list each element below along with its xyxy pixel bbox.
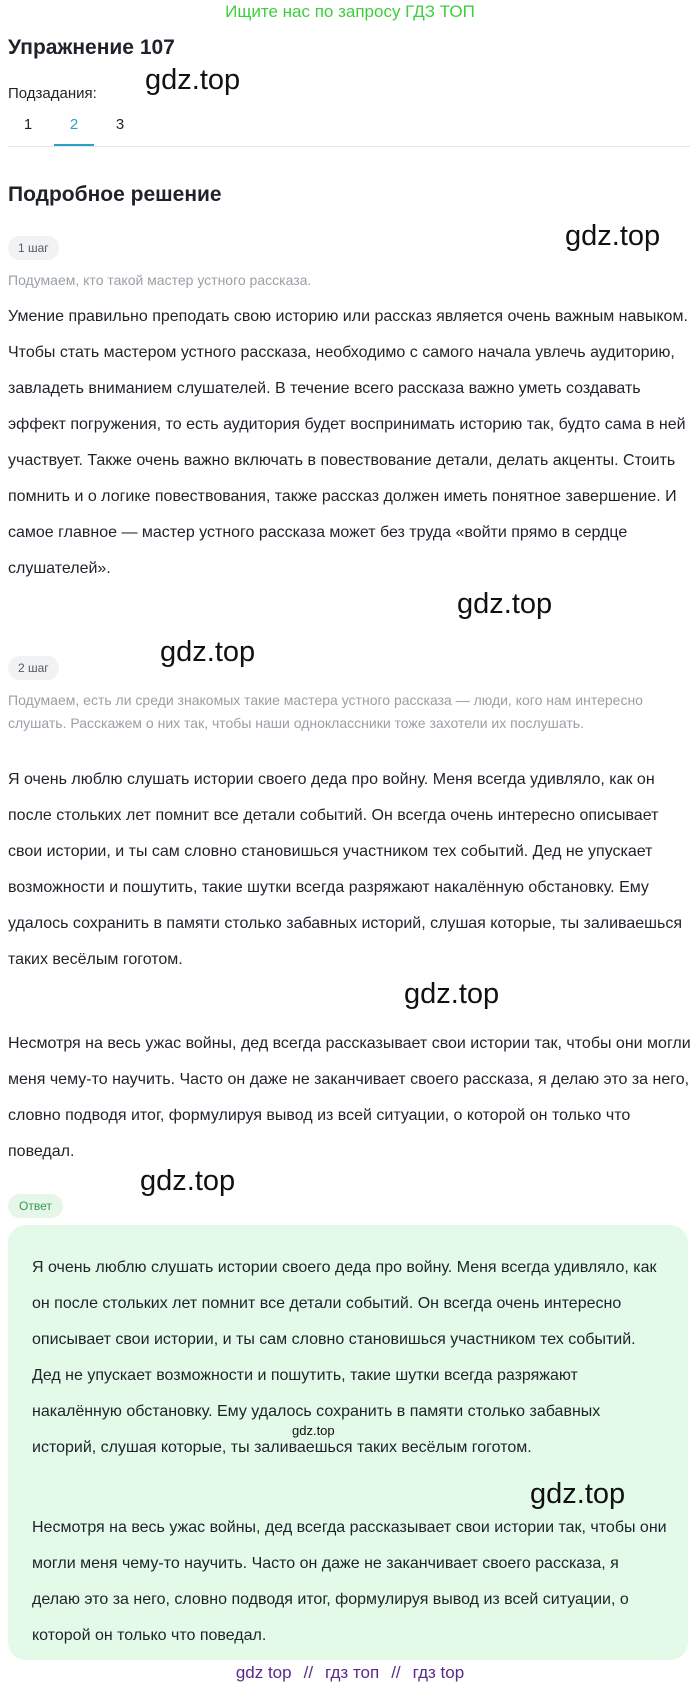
- step-1-hint: Подумаем, кто такой мастер устного рассказа.: [8, 272, 312, 288]
- footer-link-3[interactable]: гдз top: [412, 1663, 465, 1682]
- footer-link-2[interactable]: гдз топ: [325, 1663, 380, 1682]
- step-2-paragraph-2: Несмотря на весь ужас войны, дед всегда рассказывает свои истории так, чтобы они могли меня чему-то научить. Часто он даже не заканчивает своего рассказа, я делаю это за него, словно подводя итог, формулируя вывод из всей ситуации, о которой он только что поведал.: [8, 1035, 691, 1160]
- footer-links: [0, 1661, 700, 1685]
- top-banner[interactable]: Ищите нас по запросу ГДЗ ТОП: [225, 2, 475, 21]
- footer-separator: //: [303, 1663, 314, 1682]
- step-2-paragraph-1: Я очень люблю слушать истории своего деда про войну. Меня всегда удивляло, как он после стольких лет помнит все детали событий. Он всегда очень интересно описывает свои истории, и ты сам словно становишься участником тех событий. Дед не упускает возможности и пошутить, такие шутки всегда разряжают накалённую обстановку. Ему удалось сохранить в памяти столько забавных историй, слушая которые, ты заливаешься таких весёлым гоготом.: [8, 771, 682, 968]
- step-1-text: Умение правильно преподать свою историю или рассказ является очень важным навыком. Чтобы стать мастером устного рассказа, необходимо с самого начала увлечь аудиторию, завладеть вниманием слушателей. В течение всего рассказа важно уметь создавать эффект погружения, то есть аудитория будет воспринимать историю так, будто сама в ней участвует. Также очень важно включать в повествование детали, делать акценты. Стоить помнить и о логике повествования, также рассказ должен иметь понятное завершение. И самое главное — мастер устного рассказа может без труда «войти прямо в сердце слушателей».: [8, 308, 688, 577]
- answer-paragraph-2: Несмотря на весь ужас войны, дед всегда рассказывает свои истории так, чтобы они могли меня чему-то научить. Часто он даже не заканчивает своего рассказа, я делаю это за него, словно подводя итог, формулируя вывод из всей ситуации, о которой он только что поведал.: [32, 1519, 667, 1644]
- watermark: gdz.top: [457, 588, 553, 620]
- watermark: gdz.top: [140, 1165, 236, 1197]
- tab-subtask-2[interactable]: 2: [54, 110, 94, 146]
- subtasks-label: Подзадания:: [8, 85, 97, 102]
- watermark: gdz.top: [530, 1478, 626, 1510]
- watermark: gdz.top: [145, 64, 241, 96]
- watermark: gdz.top: [404, 978, 500, 1010]
- step-2-hint: Подумаем, есть ли среди знакомых такие мастера устного рассказа — люди, кого нам интересно слушать. Расскажем о них так, чтобы наши одноклассники тоже захотели их послушать.: [8, 692, 643, 731]
- answer-badge: Ответ: [8, 1194, 63, 1218]
- subtask-tabs: [8, 110, 690, 147]
- footer-separator: //: [391, 1663, 401, 1682]
- section-title: Подробное решение: [8, 183, 222, 206]
- footer-link-1[interactable]: gdz top: [235, 1663, 292, 1682]
- answer-paragraph-1: Я очень люблю слушать истории своего деда про войну. Меня всегда удивляло, как он после стольких лет помнит все детали событий. Он всегда очень интересно описывает свои истории, и ты сам словно становишься участником тех событий. Дед не упускает возможности и пошутить, такие шутки всегда разряжают накалённую обстановку. Ему удалось сохранить в памяти столько забавных историй, слушая которые, ты заливаешься таких весёлым гоготом.: [32, 1259, 657, 1456]
- watermark: gdz.top: [292, 1423, 335, 1438]
- step-1-badge: 1 шаг: [8, 236, 59, 260]
- tab-subtask-1[interactable]: 1: [23, 116, 33, 133]
- watermark: gdz.top: [565, 220, 661, 252]
- page-title: Упражнение 107: [8, 36, 175, 59]
- step-2-badge: 2 шаг: [8, 656, 59, 680]
- tab-subtask-3[interactable]: 3: [115, 116, 125, 133]
- watermark: gdz.top: [160, 636, 256, 668]
